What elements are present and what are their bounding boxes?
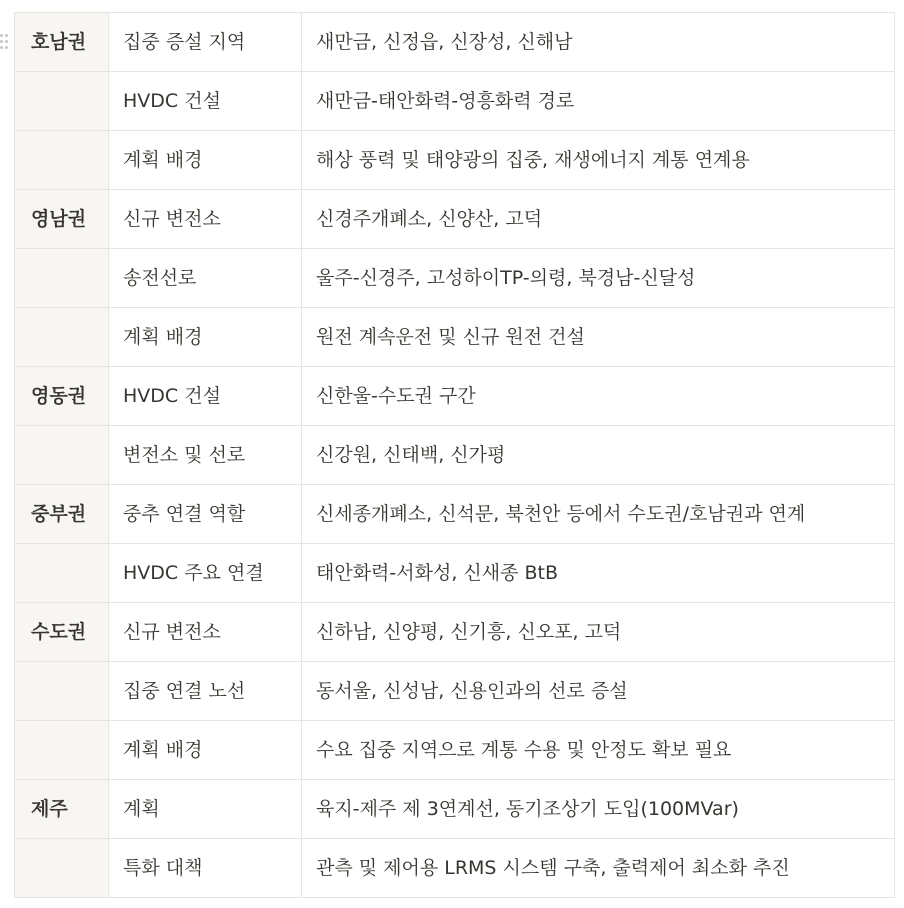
region-cell[interactable]	[15, 131, 109, 190]
table-row	[15, 603, 895, 662]
item-cell[interactable]: 중추 연결 역할	[109, 485, 302, 544]
region-cell[interactable]	[15, 426, 109, 485]
item-cell[interactable]: 계획	[109, 780, 302, 839]
item-cell[interactable]: 계획 배경	[109, 308, 302, 367]
item-cell[interactable]: 집중 증설 지역	[109, 13, 302, 72]
table-row	[15, 131, 895, 190]
detail-cell[interactable]: 수요 집중 지역으로 계통 수용 및 안정도 확보 필요	[302, 721, 895, 780]
detail-cell[interactable]: 울주-신경주, 고성하이TP-의령, 북경남-신달성	[302, 249, 895, 308]
table-row	[15, 72, 895, 131]
region-cell[interactable]: 호남권	[15, 13, 109, 72]
region-cell[interactable]	[15, 72, 109, 131]
region-cell[interactable]: 영남권	[15, 190, 109, 249]
detail-cell[interactable]: 새만금, 신정읍, 신장성, 신해남	[302, 13, 895, 72]
detail-cell[interactable]: 태안화력-서화성, 신새종 BtB	[302, 544, 895, 603]
item-cell[interactable]: HVDC 건설	[109, 72, 302, 131]
region-cell[interactable]: 영동권	[15, 367, 109, 426]
detail-cell[interactable]: 해상 풍력 및 태양광의 집중, 재생에너지 계통 연계용	[302, 131, 895, 190]
region-cell[interactable]: 제주	[15, 780, 109, 839]
table-row	[15, 544, 895, 603]
detail-cell[interactable]: 육지-제주 제 3연계선, 동기조상기 도입(100MVar)	[302, 780, 895, 839]
region-cell[interactable]	[15, 308, 109, 367]
item-cell[interactable]: 변전소 및 선로	[109, 426, 302, 485]
detail-cell[interactable]: 원전 계속운전 및 신규 원전 건설	[302, 308, 895, 367]
table-body	[15, 13, 895, 898]
table-row	[15, 662, 895, 721]
detail-cell[interactable]: 신경주개폐소, 신양산, 고덕	[302, 190, 895, 249]
item-cell[interactable]: 계획 배경	[109, 721, 302, 780]
item-cell[interactable]: 계획 배경	[109, 131, 302, 190]
region-cell[interactable]	[15, 544, 109, 603]
table-row	[15, 780, 895, 839]
region-cell[interactable]	[15, 662, 109, 721]
table-row	[15, 190, 895, 249]
table-row	[15, 13, 895, 72]
item-cell[interactable]: 신규 변전소	[109, 603, 302, 662]
item-cell[interactable]: HVDC 주요 연결	[109, 544, 302, 603]
detail-cell[interactable]: 관측 및 제어용 LRMS 시스템 구축, 출력제어 최소화 추진	[302, 839, 895, 898]
item-cell[interactable]: 집중 연결 노선	[109, 662, 302, 721]
drag-handle-icon[interactable]	[0, 30, 8, 52]
detail-cell[interactable]: 신강원, 신태백, 신가평	[302, 426, 895, 485]
table-row	[15, 721, 895, 780]
detail-cell[interactable]: 신한울-수도권 구간	[302, 367, 895, 426]
item-cell[interactable]: 송전선로	[109, 249, 302, 308]
detail-cell[interactable]: 신세종개폐소, 신석문, 북천안 등에서 수도권/호남권과 연계	[302, 485, 895, 544]
item-cell[interactable]: 신규 변전소	[109, 190, 302, 249]
table-row	[15, 249, 895, 308]
table-row	[15, 426, 895, 485]
grid-plan-table	[14, 12, 895, 898]
detail-cell[interactable]: 신하남, 신양평, 신기흥, 신오포, 고덕	[302, 603, 895, 662]
item-cell[interactable]: HVDC 건설	[109, 367, 302, 426]
region-cell[interactable]: 중부권	[15, 485, 109, 544]
table-row	[15, 839, 895, 898]
region-cell[interactable]	[15, 839, 109, 898]
table-row	[15, 485, 895, 544]
region-cell[interactable]	[15, 721, 109, 780]
region-cell[interactable]: 수도권	[15, 603, 109, 662]
table-row	[15, 367, 895, 426]
table-row	[15, 308, 895, 367]
item-cell[interactable]: 특화 대책	[109, 839, 302, 898]
detail-cell[interactable]: 새만금-태안화력-영흥화력 경로	[302, 72, 895, 131]
detail-cell[interactable]: 동서울, 신성남, 신용인과의 선로 증설	[302, 662, 895, 721]
region-cell[interactable]	[15, 249, 109, 308]
